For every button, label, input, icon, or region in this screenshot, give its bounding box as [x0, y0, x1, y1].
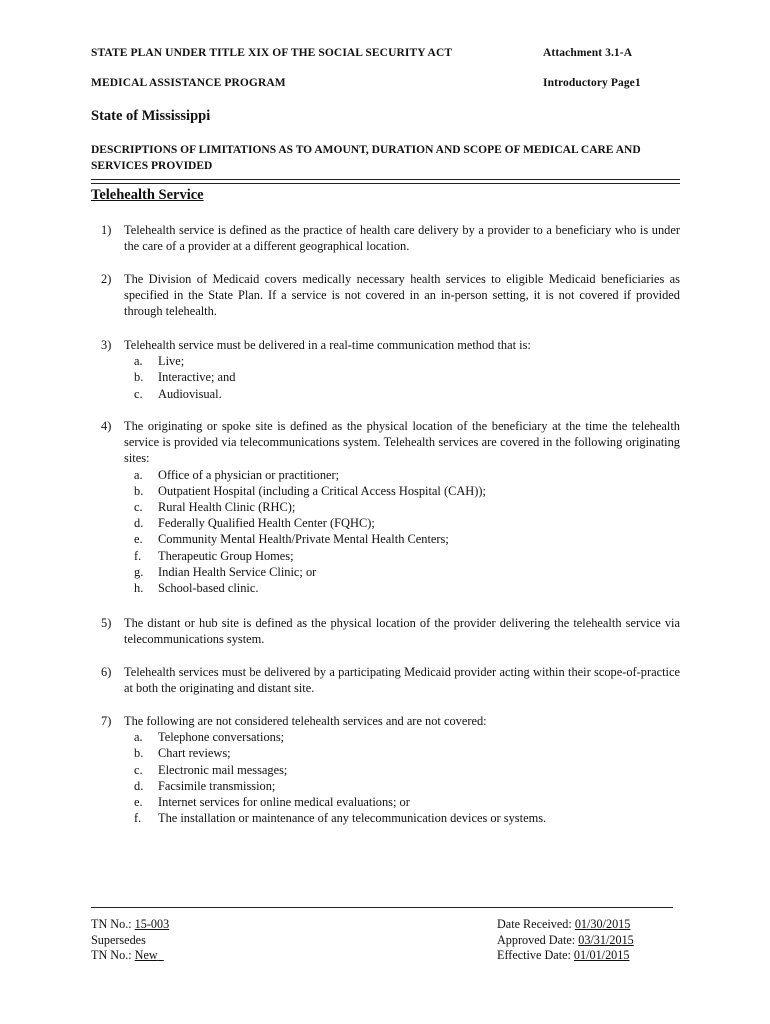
footer-divider [91, 907, 673, 908]
sub-item [134, 729, 680, 745]
tn-label: TN No.: [91, 948, 132, 962]
item-number: 4) [101, 419, 112, 433]
sub-item [134, 369, 680, 385]
page-label: Introductory Page1 [543, 77, 641, 89]
list-item [101, 271, 680, 320]
sub-letter: h. [134, 581, 144, 596]
header-title: STATE PLAN UNDER TITLE XIX OF THE SOCIAL SECURITY ACT [91, 47, 453, 59]
item-text: The originating or spoke site is defined as the physical location of the beneficiary at the time the telehealth service is provided via telecommunications system. Telehealth services are covered in the following originating sites: [124, 419, 680, 466]
sub-item [134, 353, 680, 369]
list-item [101, 713, 680, 826]
effective-date: 01/01/2015 [573, 948, 630, 962]
sub-item [134, 580, 680, 596]
sub-letter: b. [134, 483, 144, 498]
section-title: Telehealth Service [91, 187, 204, 203]
sub-item [134, 386, 680, 402]
attachment-label: Attachment 3.1-A [543, 47, 633, 59]
list-item [101, 222, 680, 254]
sub-text: Community Mental Health/Private Mental Health Centers; [158, 532, 449, 547]
sub-text: Office of a physician or practitioner; [158, 467, 340, 482]
sub-letter: g. [134, 564, 144, 579]
item-number: 7) [101, 714, 112, 728]
sub-letter: c. [134, 386, 143, 401]
state-title: State of Mississippi [91, 108, 211, 124]
sub-text: Federally Qualified Health Center (FQHC); [158, 516, 375, 531]
sub-text: Indian Health Service Clinic; or [158, 564, 317, 579]
sub-text: Rural Health Clinic (RHC); [158, 500, 296, 515]
sub-text: Interactive; and [158, 370, 236, 385]
sub-letter: d. [134, 516, 144, 531]
effective-label: Effective Date: [497, 948, 571, 962]
sub-letter: e. [134, 795, 143, 810]
sub-letter: c. [134, 500, 143, 515]
sub-text: Live; [158, 354, 185, 369]
divider-bottom [91, 183, 680, 184]
footer-left [91, 917, 169, 964]
sub-text: The installation or maintenance of any telecommunication devices or systems. [158, 811, 547, 826]
sub-item [134, 467, 680, 483]
item-text: Telehealth service is defined as the practice of health care delivery by a provider to a beneficiary who is under the care of a provider at a different geographical location. [124, 223, 680, 254]
sub-text: Facsimile transmission; [158, 778, 276, 793]
item-text: The distant or hub site is defined as the physical location of the provider delivering the telehealth service via telecommunications system. [124, 616, 680, 647]
sub-letter: e. [134, 532, 143, 547]
list-item [101, 337, 680, 402]
item-text: The Division of Medicaid covers medically necessary health services to eligible Medicaid beneficiaries as specified in the State Plan. If a service is not covered in an in-person setting, it is not covered if provided through telehealth. [124, 272, 680, 319]
sub-item [134, 564, 680, 580]
sub-letter: b. [134, 370, 144, 385]
sub-letter: a. [134, 354, 143, 369]
sub-letter: d. [134, 778, 144, 793]
sub-item [134, 515, 680, 531]
date-received: 01/30/2015 [574, 917, 631, 931]
document-description: DESCRIPTIONS OF LIMITATIONS AS TO AMOUNT, DURATION AND SCOPE OF MEDICAL CARE AND SERVICES PROVIDED [91, 144, 641, 172]
sub-item [134, 483, 680, 499]
sub-text: School-based clinic. [158, 581, 259, 596]
sub-item [134, 548, 680, 564]
item-text: Telehealth services must be delivered by a participating Medicaid provider acting within their scope-of-practice at both the originating and distant site. [124, 665, 680, 696]
date-received-label: Date Received: [497, 917, 572, 931]
item-number: 5) [101, 616, 112, 630]
sub-text: Outpatient Hospital (including a Critical Access Hospital (CAH)); [158, 483, 486, 498]
tn-label: TN No.: [91, 917, 132, 931]
sub-item [134, 810, 680, 826]
divider-top [91, 179, 680, 180]
sub-letter: c. [134, 762, 143, 777]
sub-text: Telephone conversations; [158, 730, 285, 745]
sub-text: Electronic mail messages; [158, 762, 288, 777]
sub-letter: a. [134, 467, 143, 482]
sub-item [134, 794, 680, 810]
program-name: MEDICAL ASSISTANCE PROGRAM [91, 77, 286, 89]
footer-right [497, 917, 634, 964]
tn-superseded: New [134, 948, 158, 962]
approved-label: Approved Date: [497, 932, 576, 947]
tn-number: 15-003 [134, 917, 170, 931]
sub-item [134, 762, 680, 778]
sub-text: Audiovisual. [158, 386, 222, 401]
sub-letter: b. [134, 746, 144, 761]
sub-text: Internet services for online medical evaluations; or [158, 795, 410, 810]
list-item [101, 664, 680, 696]
item-number: 1) [101, 223, 112, 237]
sub-letter: f. [134, 548, 142, 563]
supersedes-label: Supersedes [91, 932, 146, 947]
sub-letter: a. [134, 730, 143, 745]
approved-date: 03/31/2015 [578, 932, 634, 947]
sub-item [134, 531, 680, 547]
list-item [101, 615, 680, 647]
item-text: Telehealth service must be delivered in a real-time communication method that is: [124, 338, 531, 352]
sub-text: Therapeutic Group Homes; [158, 548, 294, 563]
item-number: 6) [101, 665, 112, 679]
item-number: 3) [101, 338, 112, 352]
sub-text: Chart reviews; [158, 746, 231, 761]
item-number: 2) [101, 272, 112, 286]
sub-item [134, 778, 680, 794]
sub-item [134, 499, 680, 515]
item-text: The following are not considered telehealth services and are not covered: [124, 714, 487, 728]
sub-item [134, 745, 680, 761]
list-item [101, 418, 680, 596]
sub-letter: f. [134, 811, 142, 826]
